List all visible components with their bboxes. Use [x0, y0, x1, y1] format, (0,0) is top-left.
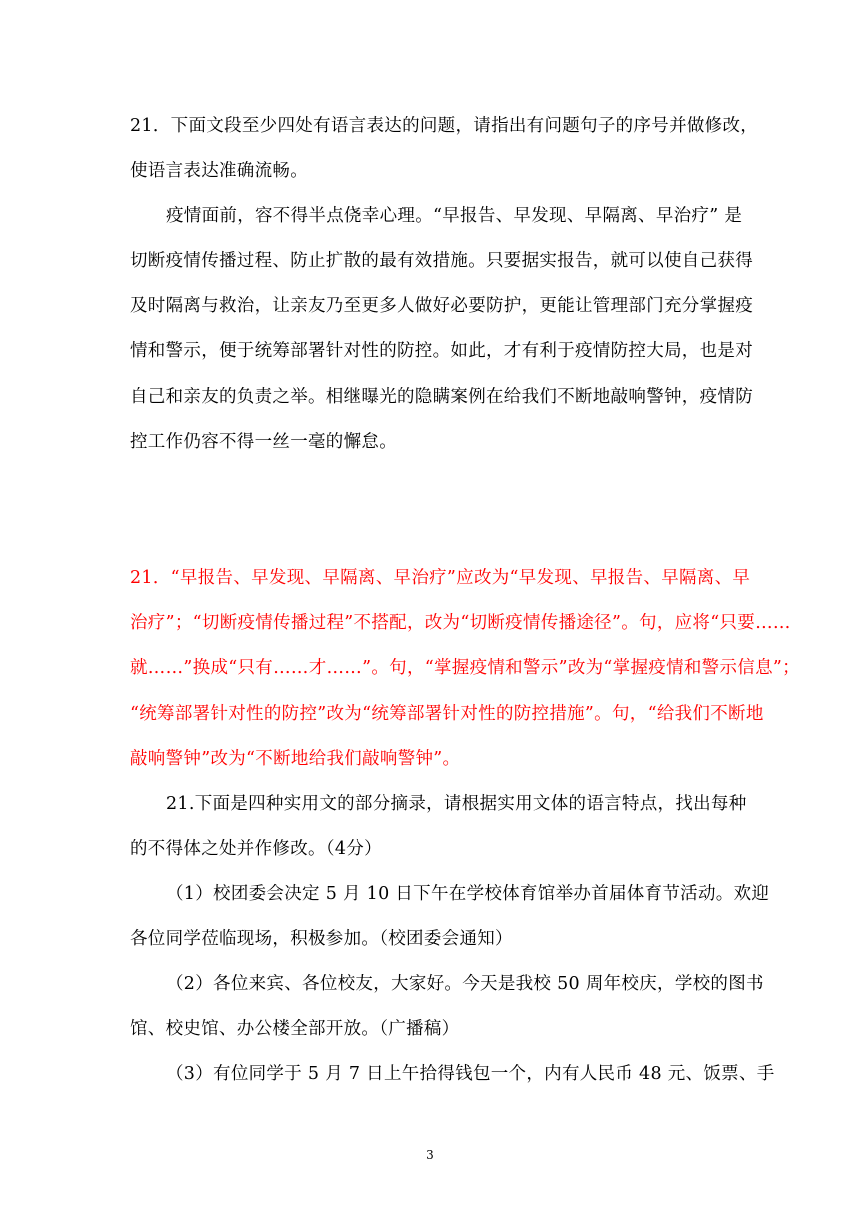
answer-line-2: 治疗”；“切断疫情传播过程”不搭配，改为“切断疫情传播途径”。句，应将“只要……: [130, 613, 791, 633]
question2-line-1: 21.下面是四种实用文的部分摘录，请根据实用文体的语言特点，找出每种: [166, 794, 747, 814]
passage-line-5: 自己和亲友的负责之举。相继曝光的隐瞒案例在给我们不断地敲响警钟，疫情防: [130, 387, 753, 407]
passage-line-4: 情和警示，便于统筹部署针对性的防控。如此，才有利于疫情防控大局，也是对: [130, 341, 753, 361]
answer-line-4: “统筹部署针对性的防控”改为“统筹部署针对性的防控措施”。句，“给我们不断地: [130, 704, 764, 724]
answer-line-1: 21．“早报告、早发现、早隔离、早治疗”应改为“早发现、早报告、早隔离、早: [130, 568, 751, 588]
passage-line-2: 切断疫情传播过程、防止扩散的最有效措施。只要据实报告，就可以使自己获得: [130, 251, 753, 271]
page-number: 3: [426, 1148, 434, 1162]
answer-line-5: 敲响警钟”改为“不断地给我们敲响警钟”。: [130, 749, 461, 769]
question2-line-7: （3）有位同学于 5 月 7 日上午拾得钱包一个，内有人民币 48 元、饭票、手: [166, 1064, 775, 1084]
passage-line-3: 及时隔离与救治，让亲友乃至更多人做好必要防护，更能让管理部门充分掌握疫: [130, 296, 753, 316]
question2-line-6: 馆、校史馆、办公楼全部开放。（广播稿）: [130, 1019, 460, 1039]
passage-line-1: 疫情面前，容不得半点侥幸心理。“早报告、早发现、早隔离、早治疗” 是: [166, 206, 743, 226]
answer-line-3: 就……”换成“只有……才……”。句，“掌握疫情和警示”改为“掌握疫情和警示信息”；: [130, 658, 800, 678]
question1-line-2: 使语言表达准确流畅。: [130, 161, 308, 181]
question2-line-5: （2）各位来宾、各位校友，大家好。今天是我校 50 周年校庆，学校的图书: [166, 974, 764, 994]
question2-line-4: 各位同学莅临现场，积极参加。（校团委会通知）: [130, 929, 513, 949]
question2-line-2: 的不得体之处并作修改。（4分）: [130, 839, 382, 859]
question1-line-1: 21．下面文段至少四处有语言表达的问题，请指出有问题句子的序号并做修改，: [130, 116, 759, 136]
passage-line-6: 控工作仍容不得一丝一毫的懈怠。: [130, 432, 397, 452]
question2-line-3: （1）校团委会决定 5 月 10 日下午在学校体育馆举办首届体育节活动。欢迎: [166, 884, 770, 904]
